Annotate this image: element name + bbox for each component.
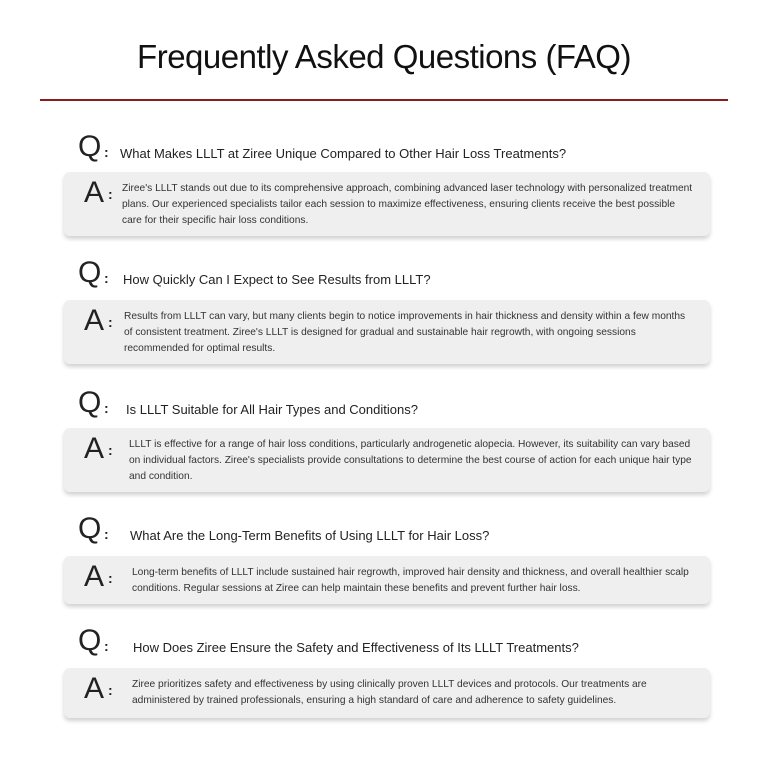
question-text: What Are the Long-Term Benefits of Using LLLT for Hair Loss? — [130, 528, 490, 543]
answer-colon: : — [108, 570, 113, 586]
answer-box — [64, 172, 710, 236]
question-colon: : — [104, 400, 109, 416]
question-row — [64, 626, 710, 658]
answer-box — [64, 668, 710, 718]
question-marker: Q — [78, 256, 102, 289]
question-text: How Does Ziree Ensure the Safety and Effectiveness of Its LLLT Treatments? — [133, 640, 579, 655]
faq-item — [64, 256, 710, 354]
answer-text: LLLT is effective for a range of hair loss conditions, particularly androgenetic alopecia. However, its suitability can vary based on individual factors. Ziree's specialists provide consultations to determine the best course of action for each unique hair type and condition. — [129, 439, 692, 482]
answer-colon: : — [108, 314, 113, 330]
question-colon: : — [104, 144, 109, 160]
question-marker: Q — [78, 512, 102, 545]
faq-item — [64, 624, 710, 706]
answer-marker: A — [84, 560, 105, 593]
faq-item — [64, 512, 710, 594]
answer-box — [64, 300, 710, 364]
answer-colon: : — [108, 186, 113, 202]
question-colon: : — [104, 526, 109, 542]
question-text: Is LLLT Suitable for All Hair Types and Conditions? — [126, 402, 418, 417]
faq-item — [64, 130, 710, 226]
answer-box — [64, 428, 710, 492]
question-row — [64, 388, 710, 420]
answer-colon: : — [108, 682, 113, 698]
answer-marker: A — [84, 176, 105, 209]
page-title: Frequently Asked Questions (FAQ) — [137, 38, 631, 75]
answer-marker: A — [84, 432, 105, 465]
question-row — [64, 514, 710, 546]
question-colon: : — [104, 638, 109, 654]
question-marker: Q — [78, 624, 102, 657]
question-text: How Quickly Can I Expect to See Results from LLLT? — [123, 272, 431, 287]
question-marker: Q — [78, 130, 102, 163]
question-text: What Makes LLLT at Ziree Unique Compared to Other Hair Loss Treatments? — [120, 146, 567, 161]
question-marker: Q — [78, 386, 102, 419]
question-row — [64, 258, 710, 290]
question-colon: : — [104, 270, 109, 286]
title-divider — [40, 99, 728, 101]
answer-text: Ziree prioritizes safety and effectiveness by using clinically proven LLLT devices and protocols. Our treatments are administered by trained professionals, ensuring a high standard of care and adherence to safety guidelines. — [132, 679, 647, 706]
answer-marker: A — [84, 672, 105, 705]
answer-text: Ziree's LLLT stands out due to its comprehensive approach, combining advanced laser technology with personalized treatment plans. Our experienced specialists tailor each session to maximize effectiveness, ensuring clients receive the best possible care for their specific hair loss conditions. — [122, 183, 693, 226]
answer-box — [64, 556, 710, 604]
question-row — [64, 132, 710, 164]
answer-text: Results from LLLT can vary, but many clients begin to notice improvements in hair thickness and density within a few months of consistent treatment. Ziree's LLLT is designed for gradual and sustainable hair regrowth, with ongoing sessions recommended for optimal results. — [124, 311, 686, 354]
answer-marker: A — [84, 304, 105, 337]
answer-text: Long-term benefits of LLLT include sustained hair regrowth, improved hair density and thickness, and overall healthier scalp conditions. Regular sessions at Ziree can help maintain these benefits and prevent further hair loss. — [132, 567, 689, 594]
answer-colon: : — [108, 442, 113, 458]
faq-item — [64, 386, 710, 482]
